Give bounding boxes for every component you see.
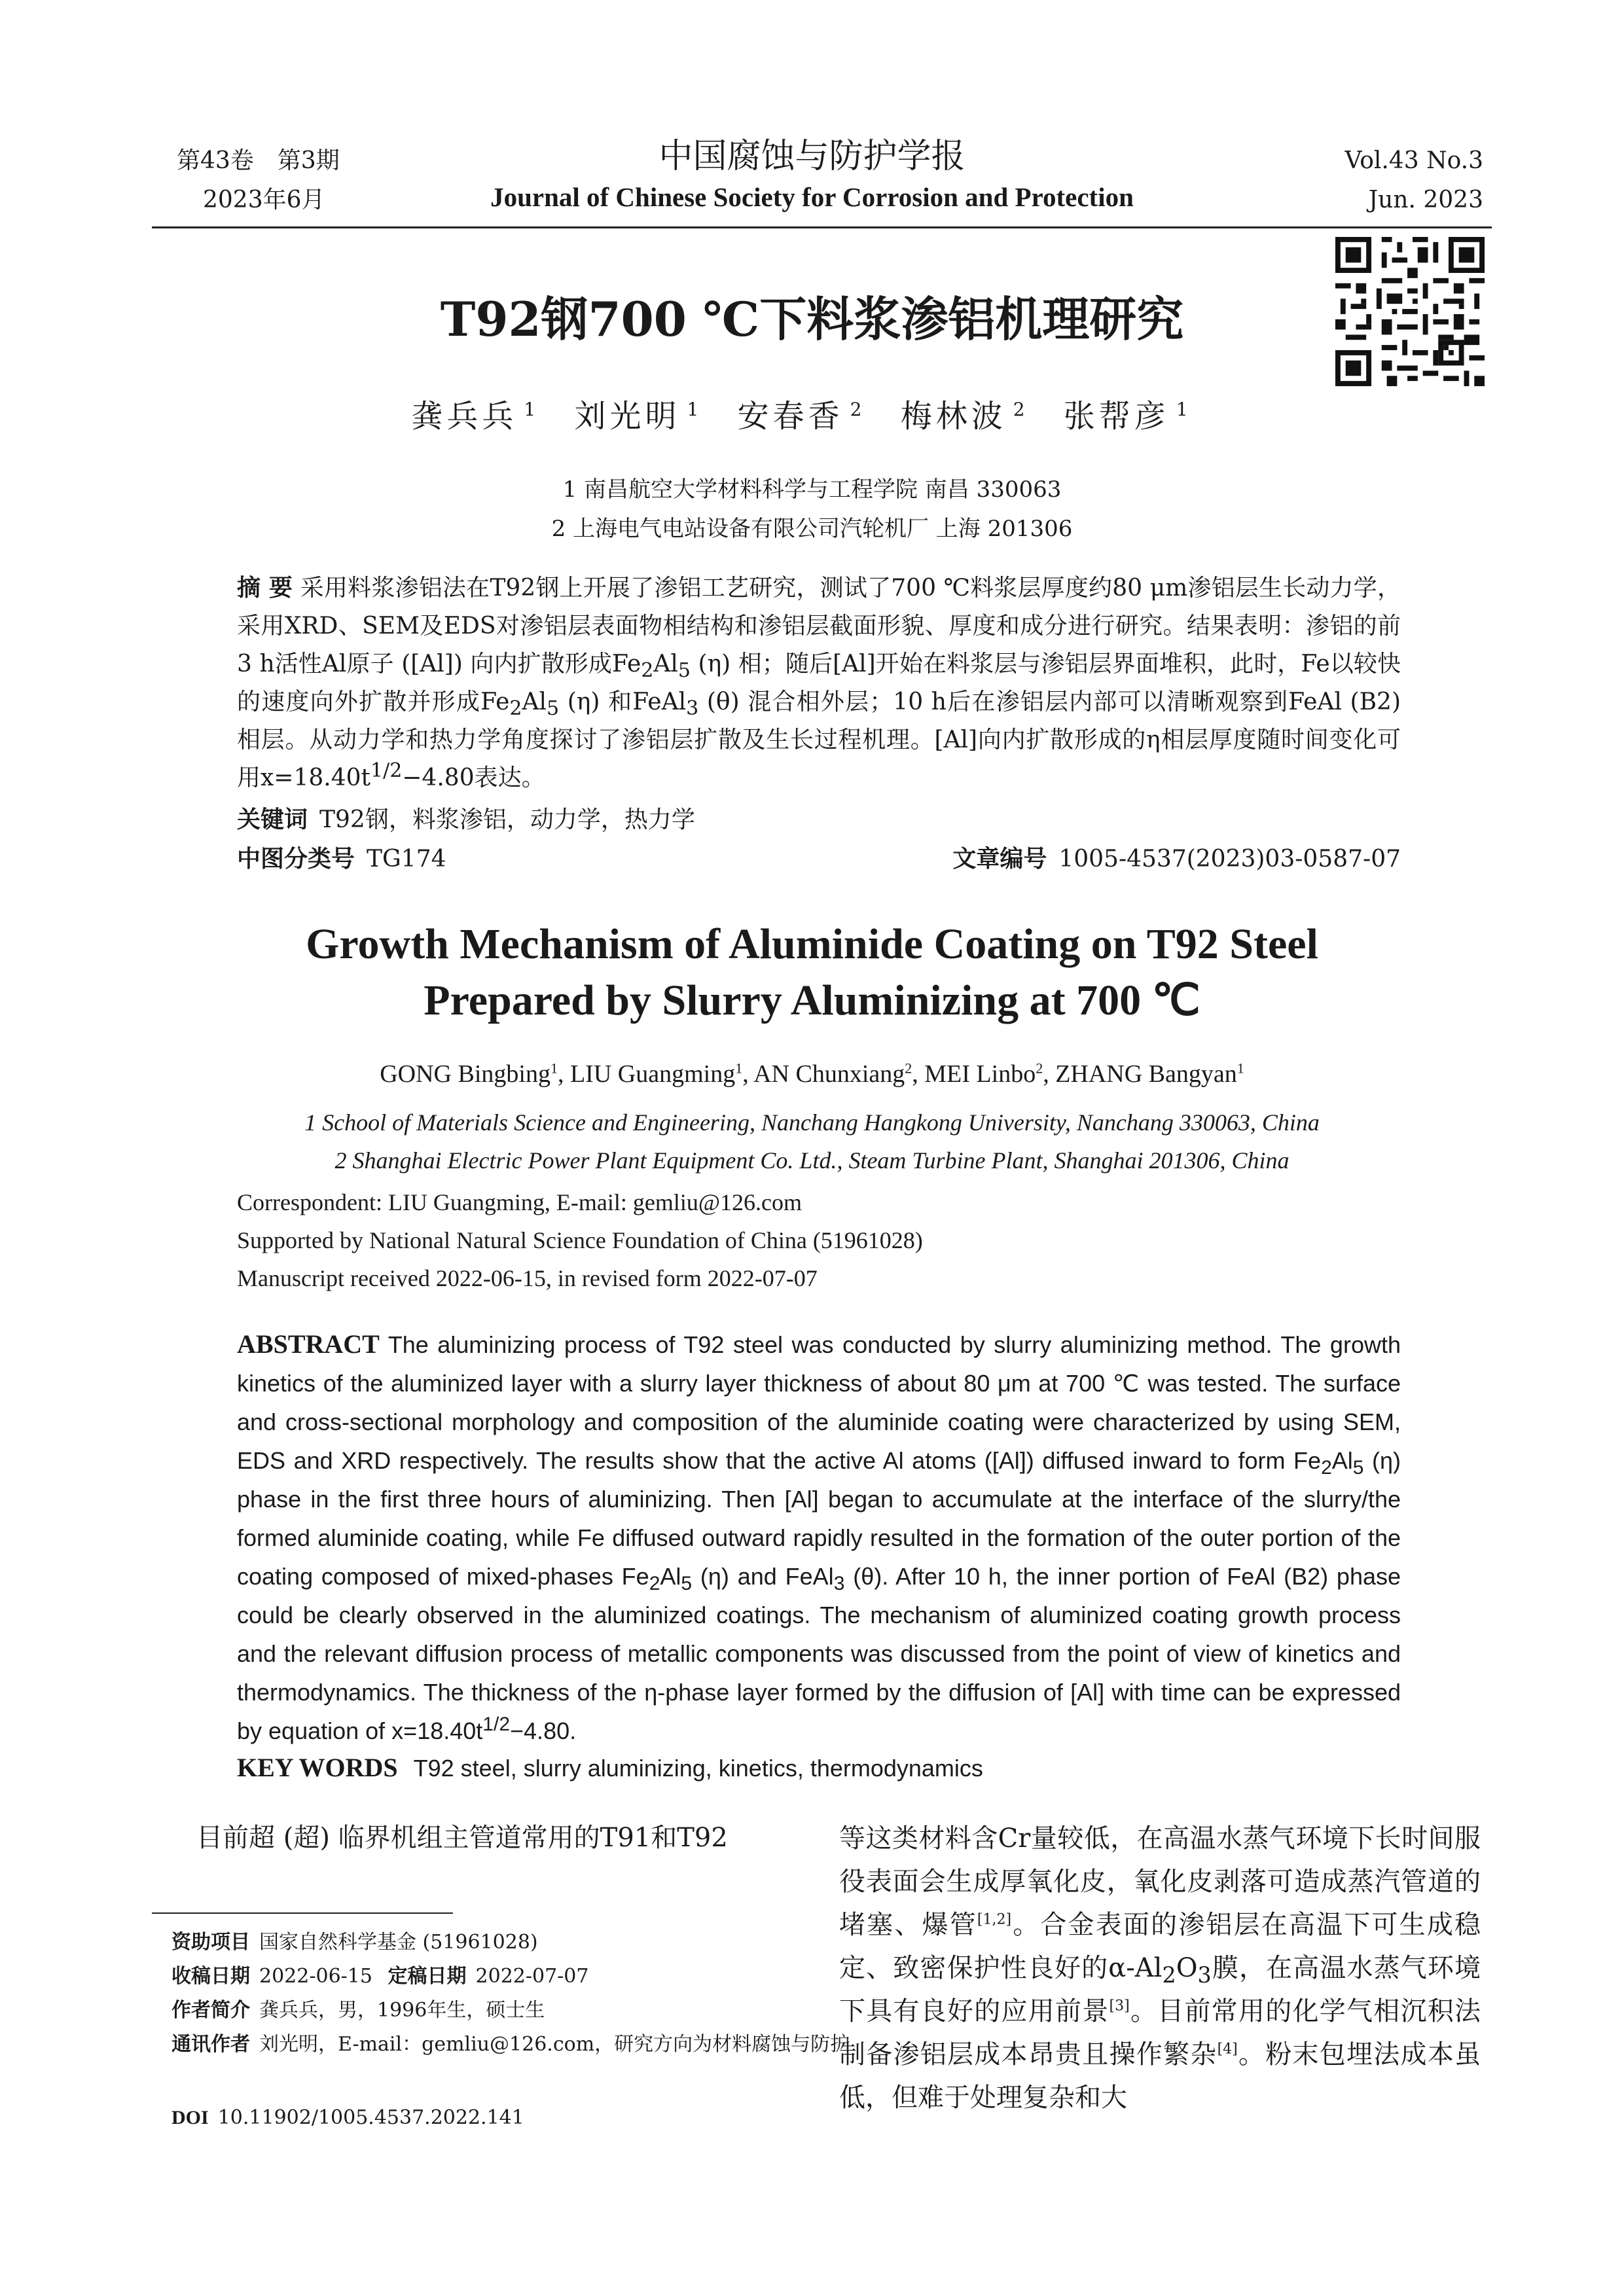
author-cn: 安春香 — [737, 398, 844, 435]
manuscript-dates: Manuscript received 2022-06-15, in revised form 2022-07-07 — [237, 1265, 818, 1291]
footnote-author — [171, 1995, 800, 2026]
keywords-cn-text: T92钢，料浆渗铝，动力学，热力学 — [319, 806, 695, 833]
author-aff: 1 — [550, 1060, 558, 1077]
author-en: LIU Guangming — [569, 1060, 736, 1088]
journal-name-en: Journal of Chinese Society for Corrosion and Protection — [490, 182, 1134, 212]
author-cn: 梅林波 — [900, 398, 1007, 435]
subscript: 2 — [641, 659, 654, 683]
author-en: ZHANG Bangyan — [1055, 1060, 1237, 1088]
date-cn: 2023年6月 — [203, 187, 325, 213]
author-en: GONG Bingbing — [380, 1060, 550, 1088]
subscript: 2 — [1162, 1962, 1176, 1988]
citation: [1,2] — [977, 1911, 1012, 1928]
abstract-cn-text: (η) 相；随后[Al]开始在料浆层与渗铝层界面堆积，此时，Fe以较快的速度向外扩散并形成Fe — [237, 651, 1401, 715]
article-number-value: 1005-4537(2023)03-0587-07 — [1058, 846, 1401, 872]
footnote-text: 2022-07-07 — [475, 1965, 589, 1988]
date-en: Jun. 2023 — [1368, 187, 1483, 213]
subscript: 3 — [1197, 1962, 1212, 1988]
abstract-en-text: (θ). After 10 h, the inner portion of FeAl (B2) phase could be clearly observed in the aluminized coatings. The mechanism of aluminized coating growth process and the relevant diffusion process of metallic components was discussed from the point of view of kinetics and thermodynamics. The thickness of the η-phase layer formed by the diffusion of [Al] with time can be expressed by equation of x=18.40t — [237, 1563, 1401, 1744]
author-aff: 1 — [1236, 1060, 1244, 1077]
body-text-right — [839, 1817, 1481, 2119]
body-text: 。粉末包埋法成本虽低，但难于处理复杂和大 — [839, 2039, 1481, 2113]
body-text: 。合金表面的渗铝层在高温下可生成稳定、致密保护性良好的α-Al — [839, 1910, 1481, 1983]
footnote-text: 刘光明，E-mail：gemliu@126.com，研究方向为材料腐蚀与防护 — [259, 2033, 850, 2056]
author-aff: 1 — [687, 399, 699, 420]
keywords-cn-label: 关键词 — [237, 806, 308, 833]
abstract-cn — [237, 569, 1401, 797]
affiliation-cn-2: 2 上海电气电站设备有限公司汽轮机厂 上海 201306 — [551, 516, 1073, 542]
abstract-en-text: (η) and FeAl — [692, 1563, 834, 1590]
footnote-text: 国家自然科学基金 (51961028) — [259, 1931, 538, 1954]
author-aff: 1 — [1176, 399, 1188, 420]
body-text: O — [1176, 1953, 1198, 1983]
subscript: 5 — [681, 1573, 693, 1595]
classification-row — [237, 840, 1401, 878]
abstract-cn-text: −4.80表达。 — [402, 764, 545, 791]
classification-value: TG174 — [367, 846, 446, 872]
keywords-cn — [237, 801, 1401, 839]
abstract-cn-label: 摘 要 — [237, 575, 293, 601]
header-rule — [152, 226, 1492, 228]
article-number-label: 文章编号 — [952, 846, 1047, 872]
body-text-left: 目前超 (超) 临界机组主管道常用的T91和T92 — [196, 1823, 728, 1853]
header-volume-en — [1345, 141, 1483, 220]
abstract-en-text: (η) phase in the first three hours of aluminizing. Then [Al] began to accumulate at the interface of the slurry/the formed aluminide coating, while Fe diffused outward rapidly resulted in the formation of the outer portion of the coating composed of mixed-phases Fe — [237, 1447, 1401, 1590]
author-cn: 刘光明 — [574, 398, 681, 435]
abstract-cn-text: (θ) 混合相外层；10 h后在渗铝层内部可以清晰观察到FeAl (B2) 相层。从动力学和热力学角度探讨了渗铝层扩散及生长过程机理。[Al]向内扩散形成的η相层厚度随时间变化可用x=18.40t — [237, 689, 1401, 791]
footnote-label: 通讯作者 — [171, 2033, 250, 2056]
correspondent: Correspondent: LIU Guangming, E-mail: gemliu@126.com — [237, 1189, 802, 1215]
footnote-dates — [171, 1961, 800, 1992]
body-text: 膜，在高温水蒸气环境下具有良好的应用前景 — [839, 1953, 1481, 2026]
footnote-fund — [171, 1927, 800, 1958]
affiliation-en-1: 1 School of Materials Science and Engineering, Nanchang Hangkong University, Nanchang 330063, China — [304, 1109, 1320, 1136]
keywords-en-label: KEY WORDS — [237, 1753, 398, 1782]
affiliation-en-2: 2 Shanghai Electric Power Plant Equipment Co. Ltd., Steam Turbine Plant, Shanghai 201306, China — [334, 1147, 1290, 1174]
footnote-text: 2022-06-15 — [259, 1965, 372, 1988]
subscript: 2 — [1321, 1457, 1332, 1479]
citation: [4] — [1217, 2041, 1238, 2058]
author-aff: 2 — [1013, 399, 1025, 420]
article-number — [952, 840, 1401, 878]
footnote-label: 资助项目 — [171, 1931, 250, 1954]
volume-cn: 第43卷 第3期 — [177, 147, 340, 174]
author-en: AN Chunxiang — [753, 1060, 905, 1088]
body-text: 等这类材料含Cr量较低，在高温水蒸气环境下长时间服役表面会生成厚氧化皮，氧化皮剥落可造成蒸汽管道的堵塞、爆管 — [839, 1823, 1481, 1940]
affiliation-cn-1: 1 南昌航空大学材料科学与工程学院 南昌 330063 — [562, 476, 1062, 503]
title-en — [0, 916, 1624, 1029]
subscript: 2 — [649, 1573, 660, 1595]
subscript: 5 — [677, 659, 691, 683]
subscript: 5 — [1352, 1457, 1364, 1479]
footnote-label: 收稿日期 — [171, 1965, 250, 1988]
superscript: 1/2 — [370, 759, 403, 782]
abstract-en — [237, 1325, 1401, 1750]
footnote-text: 龚兵兵，男，1996年生，硕士生 — [259, 1999, 545, 2022]
abstract-en-text: Al — [660, 1563, 681, 1590]
author-aff: 1 — [735, 1060, 743, 1077]
classification-label: 中图分类号 — [237, 846, 355, 872]
footnote-rule — [152, 1912, 453, 1914]
subscript: 3 — [686, 697, 699, 721]
author-aff: 2 — [850, 399, 862, 420]
author-aff: 1 — [524, 399, 536, 420]
body-text: 。目前常用的化学气相沉积法制备渗铝层成本昂贵且操作繁杂 — [839, 1996, 1481, 2070]
authors-cn — [0, 390, 1624, 442]
abstract-cn-text: Al — [522, 689, 547, 715]
subscript: 5 — [547, 697, 560, 721]
author-cn: 张帮彦 — [1063, 398, 1170, 435]
footnote-label: 定稿日期 — [388, 1965, 467, 1988]
abstract-cn-text: Al — [653, 651, 678, 677]
footnote-label: DOI — [171, 2107, 209, 2128]
author-aff: 2 — [1036, 1060, 1043, 1077]
keywords-en-text: T92 steel, slurry aluminizing, kinetics, thermodynamics — [413, 1755, 983, 1782]
footnote-text: 10.11902/1005.4537.2022.141 — [217, 2106, 524, 2129]
keywords-en — [237, 1749, 983, 1787]
volume-en: Vol.43 No.3 — [1344, 147, 1483, 174]
citation: [3] — [1109, 1998, 1130, 2015]
author-cn: 龚兵兵 — [411, 398, 518, 435]
footnote-label: 作者简介 — [171, 1999, 250, 2022]
subscript: 3 — [833, 1573, 845, 1595]
abstract-cn-text: (η) 和FeAl — [559, 689, 687, 715]
journal-name-cn: 中国腐蚀与防护学报 — [659, 137, 965, 176]
abstract-en-text: The aluminizing process of T92 steel was conducted by slurry aluminizing method. The growth kinetics of the aluminized layer with a slurry layer thickness of about 80 μm at 700 ℃ was tested. The surface and cross-sectional morphology and composition of the aluminide coating were characterized by using SEM, EDS and XRD respectively. The results show that the active Al atoms ([Al]) diffused inward to form Fe — [237, 1331, 1401, 1474]
superscript: 1/2 — [482, 1713, 511, 1735]
title-en-line-2: Prepared by Slurry Aluminizing at 700 ℃ — [424, 977, 1200, 1024]
supported-by: Supported by National Natural Science Foundation of China (51961028) — [237, 1227, 923, 1253]
abstract-en-text: −4.80. — [510, 1717, 577, 1744]
authors-en: GONG Bingbing$^1$, LIU Guangming$^1$, AN Chunxiang$^2$, MEI Linbo$^2$, ZHANG Bangyan$^1$ — [380, 1060, 1244, 1088]
abstract-cn-text: 采用料浆渗铝法在T92钢上开展了渗铝工艺研究，测试了700 ℃料浆层厚度约80 μm渗铝层生长动力学，采用XRD、SEM及EDS对渗铝层表面物相结构和渗铝层截面形貌、厚度和成分进行研究。结果表明：渗铝的前3 h活性Al原子 ([Al]) 向内扩散形成Fe — [237, 575, 1401, 677]
footnote-correspondent — [171, 2029, 865, 2060]
footnote-doi — [171, 2102, 800, 2134]
author-aff: 2 — [905, 1060, 912, 1077]
abstract-en-label: ABSTRACT — [237, 1329, 380, 1359]
title-cn: T92钢700 ℃下料浆渗铝机理研究 — [440, 291, 1184, 347]
title-en-line-1: Growth Mechanism of Aluminide Coating on T92 Steel — [306, 920, 1318, 968]
subscript: 2 — [509, 697, 522, 721]
author-en: MEI Linbo — [924, 1060, 1036, 1088]
abstract-en-text: Al — [1331, 1447, 1353, 1474]
